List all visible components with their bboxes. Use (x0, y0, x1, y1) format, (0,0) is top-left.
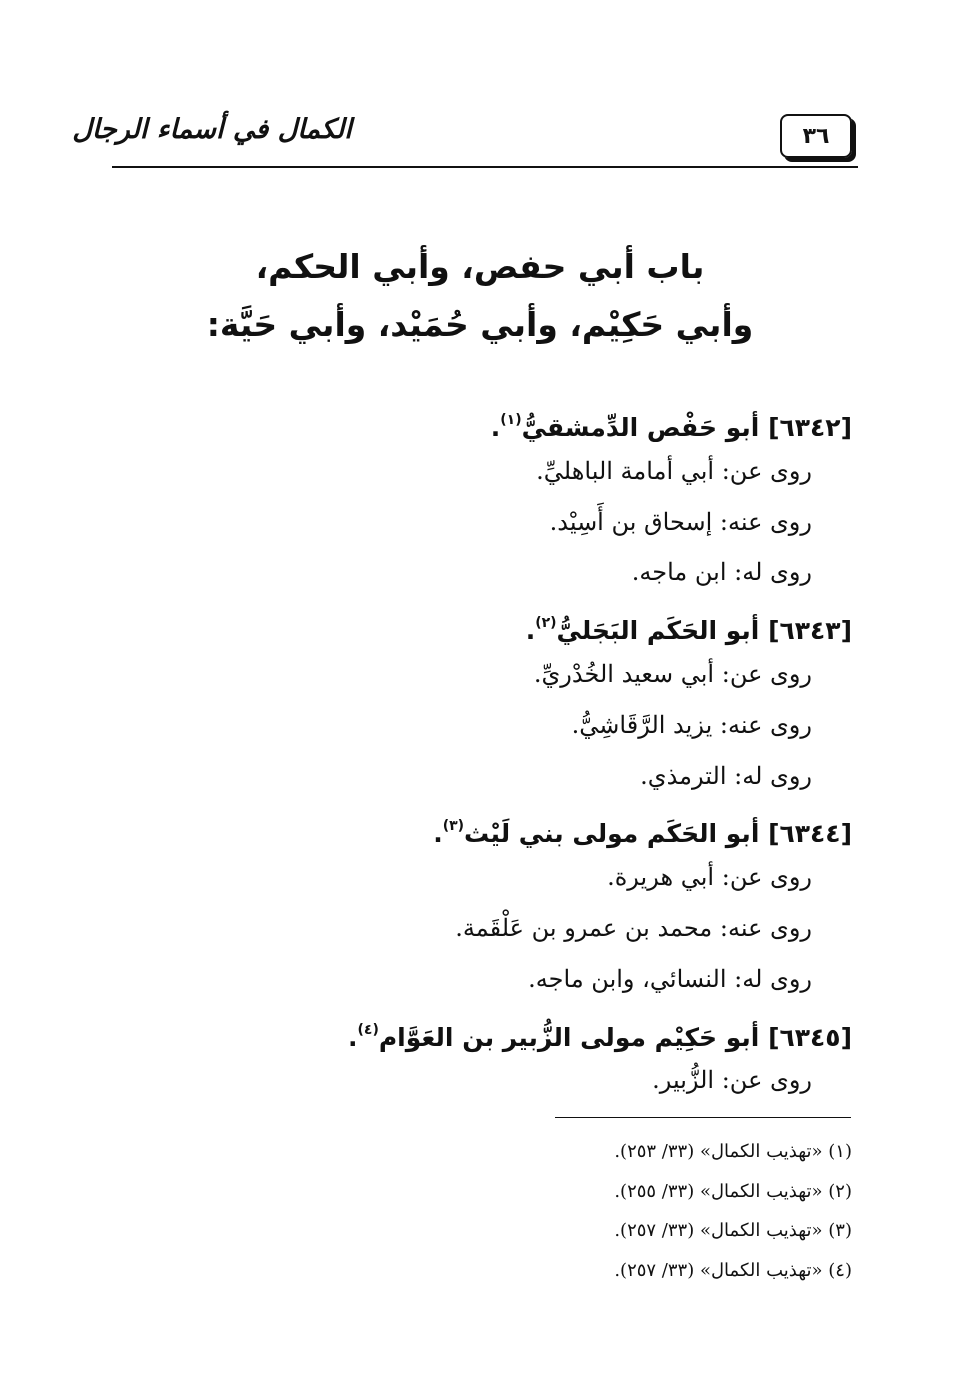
entry-heading-text: [٦٣٤٣] أبو الحَكَم البَجَليُّ (556, 616, 852, 646)
page-number (780, 114, 852, 158)
entry-heading-text: [٦٣٤٢] أبو حَفْص الدِّمشقيُّ (521, 413, 852, 442)
entry-line: روى عن: أبي أمامة الباهليِّ. (536, 456, 812, 485)
entry-line: روى عن: أبي سعيد الخُدْريِّ. (533, 659, 812, 688)
footnote-divider (555, 1117, 851, 1118)
chapter-title-line-1: باب أبي حفص، وأبي الحكم، (255, 247, 705, 286)
entry-heading (100, 598, 852, 649)
entry (100, 1005, 852, 1107)
entry-heading (100, 1005, 852, 1056)
footnote: (٤) «تهذيب الكمال» (٣٣/ ٢٥٧). (614, 1259, 852, 1281)
entry-heading (100, 395, 852, 446)
entry-heading-end: . (433, 819, 443, 849)
entry-line: روى له: النسائي، وابن ماجه. (528, 964, 812, 993)
footnotes (100, 1132, 852, 1290)
entry-heading-end: . (525, 616, 536, 646)
entries-list (100, 395, 852, 1106)
entry-line: روى عن: أبي هريرة. (607, 863, 812, 892)
chapter-title (100, 238, 860, 354)
page-number-text: ٣٦ (802, 123, 830, 149)
footnote: (٢) «تهذيب الكمال» (٣٣/ ٢٥٥). (614, 1180, 852, 1202)
entry-line: روى له: ابن ماجه. (631, 558, 812, 587)
entry-heading-text: [٦٣٤٥] أبو حَكِيْم مولى الزُّبير بن العَوَّام (378, 1022, 852, 1052)
footnote: (١) «تهذيب الكمال» (٣٣/ ٢٥٣). (614, 1141, 852, 1162)
header-divider (112, 166, 858, 168)
entry (100, 801, 852, 1004)
entry-line: روى عن: الزُّبير. (652, 1066, 812, 1095)
entry-heading (100, 801, 852, 852)
footnote-marker[interactable]: (١) (500, 412, 522, 428)
footnote-marker[interactable]: (٣) (442, 818, 465, 835)
entry-line: روى عنه: يزيد الرَّقَاشِيُّ. (571, 710, 812, 739)
footnote-marker[interactable]: (٤) (357, 1021, 379, 1038)
running-title: الكمال في أسماء الرجال (72, 113, 352, 145)
entry-heading-end: . (348, 1022, 358, 1052)
entry-line: روى عنه: إسحاق بن أَسِيْد. (549, 507, 812, 536)
chapter-title-line-2: وأبي حَكِيْم، وأبي حُمَيْد، وأبي حَيَّة: (206, 305, 754, 344)
entry-line: روى عنه: محمد بن عمرو بن عَلْقَمة. (455, 913, 812, 942)
footnote-marker[interactable]: (٢) (535, 615, 557, 632)
entry (100, 598, 852, 801)
entry-heading-end: . (490, 413, 501, 442)
footnote: (٣) «تهذيب الكمال» (٣٣/ ٢٥٧). (614, 1220, 852, 1241)
entry-line: روى له: الترمذي. (640, 761, 812, 790)
entry-heading-text: [٦٣٤٤] أبو الحَكَم مولى بني لَيْث (464, 819, 852, 849)
entry (100, 395, 852, 598)
